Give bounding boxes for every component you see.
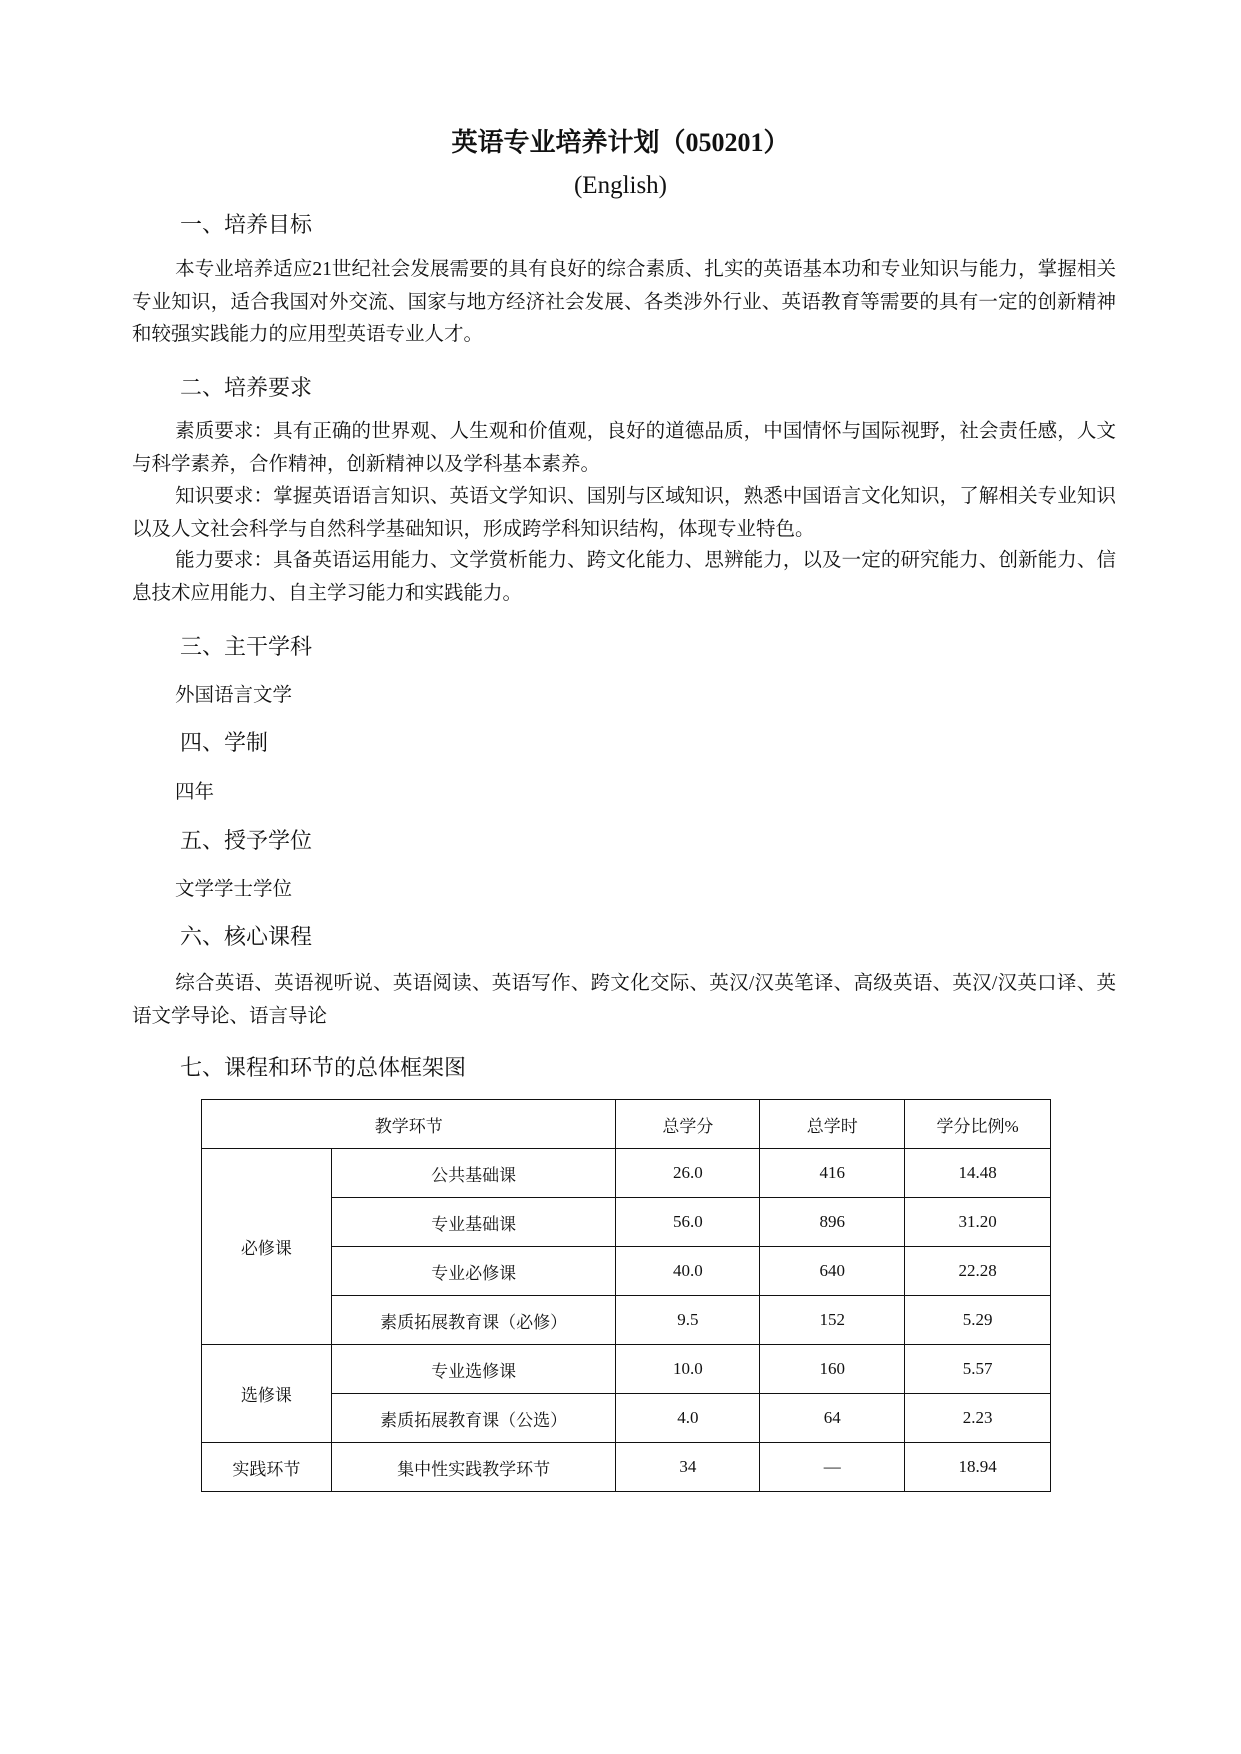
table-cell: 18.94 [905,1443,1051,1492]
header-cell: 总学分 [616,1100,760,1149]
table-cell: 5.29 [905,1296,1051,1345]
table-row [202,1345,1051,1394]
section-text: 四年 [175,782,215,803]
section-heading: 六、核心课程 [180,925,313,950]
group-cell: 必修课 [202,1149,332,1345]
table-cell: 26.0 [616,1149,760,1198]
table-cell: 64 [760,1394,905,1443]
table-cell: 160 [760,1345,905,1394]
table-cell: 640 [760,1247,905,1296]
table-cell: 专业基础课 [331,1198,616,1247]
paragraph-text: 知识要求：掌握英语语言知识、英语文学知识、国别与区域知识，熟悉中国语言文化知识，了解相关专业知识以及人文社会科学与自然科学基础知识，形成跨学科知识结构，体现专业特色。 [132,486,1116,540]
paragraph-text: 素质要求：具有正确的世界观、人生观和价值观，良好的道德品质，中国情怀与国际视野，社会责任感，人文与科学素养，合作精神，创新精神以及学科基本素养。 [132,421,1116,475]
paragraph [132,416,1116,481]
table-cell: 9.5 [616,1296,760,1345]
paragraph [132,968,1116,1033]
section-text: 文学学士学位 [175,879,293,900]
table-cell: 公共基础课 [331,1149,616,1198]
paragraph [132,481,1116,546]
section-heading: 三、主干学科 [180,635,313,660]
table-cell: 素质拓展教育课（公选） [331,1394,616,1443]
paragraph-text: 综合英语、英语视听说、英语阅读、英语写作、跨文化交际、英汉/汉英笔译、高级英语、英汉/汉英口译、英语文学导论、语言导论 [132,973,1116,1027]
table-cell: 2.23 [905,1394,1051,1443]
paragraph-text: 能力要求：具备英语运用能力、文学赏析能力、跨文化能力、思辨能力，以及一定的研究能力、创新能力、信息技术应用能力、自主学习能力和实践能力。 [132,550,1116,604]
table-cell: 集中性实践教学环节 [331,1443,616,1492]
table-cell: 56.0 [616,1198,760,1247]
table-cell: 14.48 [905,1149,1051,1198]
page-title: 英语专业培养计划（050201） [451,128,790,157]
table-cell: — [760,1443,905,1492]
table-cell: 34 [616,1443,760,1492]
section-heading: 五、授予学位 [180,829,313,854]
table-cell: 4.0 [616,1394,760,1443]
paragraph [132,254,1116,352]
table-cell: 152 [760,1296,905,1345]
table-row [202,1443,1051,1492]
table-cell: 896 [760,1198,905,1247]
section-heading: 一、培养目标 [180,213,313,238]
paragraph [132,545,1116,610]
table-cell: 专业选修课 [331,1345,616,1394]
table-cell: 素质拓展教育课（必修） [331,1296,616,1345]
table-cell: 31.20 [905,1198,1051,1247]
group-cell: 实践环节 [202,1443,332,1492]
table-cell: 40.0 [616,1247,760,1296]
section-heading: 七、课程和环节的总体框架图 [180,1056,467,1081]
table-cell: 10.0 [616,1345,760,1394]
header-cell: 教学环节 [202,1100,616,1149]
paragraph-text: 本专业培养适应21世纪社会发展需要的具有良好的综合素质、扎实的英语基本功和专业知识与能力，掌握相关专业知识，适合我国对外交流、国家与地方经济社会发展、各类涉外行业、英语教育等需要的具有一定的创新精神和较强实践能力的应用型英语专业人才。 [132,259,1116,345]
table-cell: 416 [760,1149,905,1198]
table-cell: 22.28 [905,1247,1051,1296]
course-framework-table [201,1099,1051,1492]
header-cell: 学分比例% [905,1100,1051,1149]
table-cell: 5.57 [905,1345,1051,1394]
section-heading: 二、培养要求 [180,376,313,401]
page-subtitle: (English) [573,172,668,199]
table-header-row [202,1100,1051,1149]
section-heading: 四、学制 [180,731,269,756]
section-text: 外国语言文学 [175,685,293,706]
header-cell: 总学时 [760,1100,905,1149]
table-row [202,1149,1051,1198]
table-cell: 专业必修课 [331,1247,616,1296]
group-cell: 选修课 [202,1345,332,1443]
